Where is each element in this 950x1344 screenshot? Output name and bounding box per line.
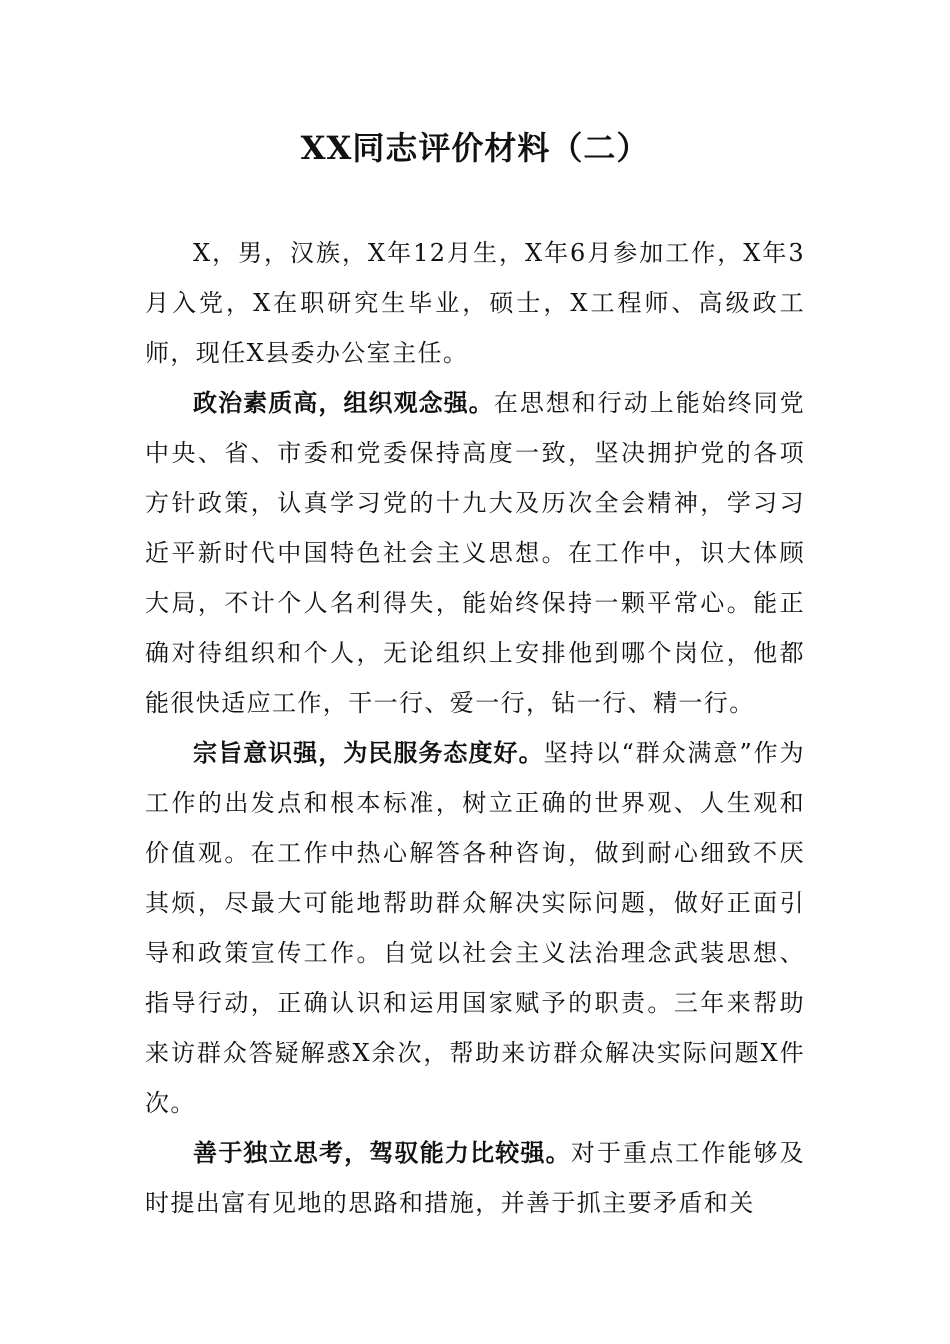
paragraph-political-quality: [145, 378, 805, 728]
paragraph-text: 对于重点工作能够及时提出富有见地的思路和措施，并善于抓主要矛盾和关: [145, 1139, 806, 1217]
paragraph-service-awareness: [145, 728, 805, 1128]
paragraph-lead: 政治素质高，组织观念强。: [193, 389, 494, 417]
paragraph-lead: 宗旨意识强，为民服务态度好。: [193, 739, 544, 767]
paragraph-independent-thinking: [145, 1128, 805, 1228]
paragraph-text: 在思想和行动上能始终同党中央、省、市委和党委保持高度一致，坚决拥护党的各项方针政策，认真学习党的十九大及历次全会精神，学习习近平新时代中国特色社会主义思想。在工作中，识大体顾大局，不计个人名利得失，能始终保持一颗平常心。能正确对待组织和个人，无论组织上安排他到哪个岗位，他都能很快适应工作，干一行、爱一行，钻一行、精一行。: [145, 389, 805, 717]
paragraph-text: 坚持以“群众满意”作为工作的出发点和根本标准，树立正确的世界观、人生观和价值观。在工作中热心解答各种咨询，做到耐心细致不厌其烦，尽最大可能地帮助群众解决实际问题，做好正面引导和政策宣传工作。自觉以社会主义法治理念武装思想、指导行动，正确认识和运用国家赋予的职责。三年来帮助来访群众答疑解惑X余次，帮助来访群众解决实际问题X件次。: [145, 739, 805, 1117]
paragraph-lead: 善于独立思考，驾驭能力比较强。: [193, 1139, 571, 1167]
document-title: XX同志评价材料（二）: [300, 129, 650, 167]
paragraph-text: X，男，汉族，X年12月生，X年6月参加工作，X年3月入党，X在职研究生毕业，硕士，X工程师、高级政工师，现任X县委办公室主任。: [145, 239, 805, 367]
document-body: [145, 228, 805, 1228]
paragraph-intro: [145, 228, 805, 378]
